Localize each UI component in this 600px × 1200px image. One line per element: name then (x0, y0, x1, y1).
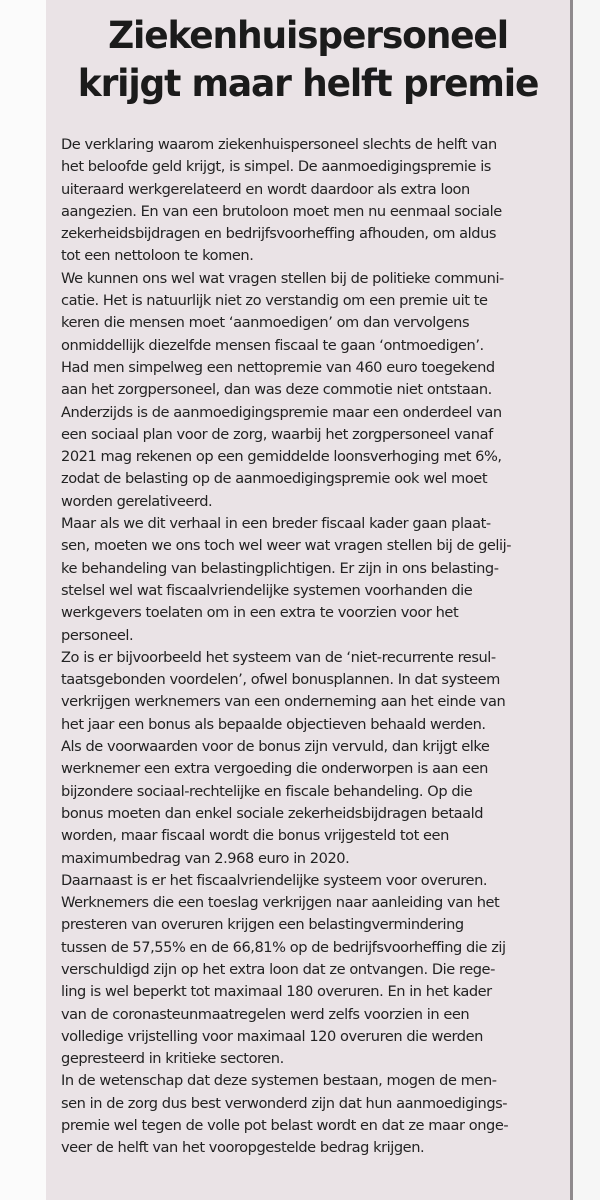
paragraph-line: presteren van overuren krijgen een belastingvermindering (61, 916, 464, 934)
paragraph-line: het jaar een bonus als bepaalde objectieven behaald werden. (61, 715, 486, 733)
paragraph-line: van de coronasteunmaatregelen werd zelfs voorzien in een (61, 1005, 470, 1023)
paragraph-line: tot een nettoloon te komen. (61, 247, 254, 265)
paragraph-line: zodat de belasting op de aanmoedigingspremie ook wel moet (61, 470, 488, 488)
paragraph-3 (61, 513, 565, 647)
paragraph-line: Daarnaast is er het fiscaalvriendelijke systeem voor overuren. (61, 871, 488, 889)
paragraph-line: Had men simpelweg een nettopremie van 460 euro toegekend (61, 358, 495, 376)
paragraph-line: verkrijgen werknemers van een onderneming aan het einde van (61, 693, 506, 711)
paragraph-line: keren die mensen moet ‘aanmoedigen’ om dan vervolgens (61, 314, 470, 332)
paragraph-line: een sociaal plan voor de zorg, waarbij het zorgpersoneel vanaf (61, 425, 493, 443)
paragraph-line: uiteraard werkgerelateerd en wordt daardoor als extra loon (61, 180, 470, 198)
paragraph-line: Zo is er bijvoorbeeld het systeem van de ‘niet-recurrente resul- (61, 648, 496, 666)
paragraph-line: personeel. (61, 626, 134, 644)
paragraph-2 (61, 268, 565, 513)
left-page-margin (0, 0, 46, 1200)
paragraph-line: Maar als we dit verhaal in een breder fiscaal kader gaan plaat- (61, 515, 491, 533)
paragraph-line: volledige vrijstelling voor maximaal 120 overuren die werden (61, 1027, 483, 1045)
paragraph-line: werkgevers toelaten om in een extra te voorzien voor het (61, 604, 459, 622)
paragraph-line: taatsgebonden voordelen’, ofwel bonusplannen. In dat systeem (61, 671, 500, 689)
paragraph-1 (61, 134, 565, 268)
paragraph-line: ling is wel beperkt tot maximaal 180 overuren. En in het kader (61, 983, 492, 1001)
paragraph-line: bonus moeten dan enkel sociale zekerheidsbijdragen betaald (61, 804, 484, 822)
headline-line-1: Ziekenhuispersoneel (108, 14, 508, 57)
paragraph-line: bijzondere sociaal-rechtelijke en fiscale behandeling. Op die (61, 782, 473, 800)
paragraph-line: 2021 mag rekenen op een gemiddelde loonsverhoging met 6%, (61, 448, 502, 466)
paragraph-line: stelsel wel wat fiscaalvriendelijke systemen voorhanden die (61, 581, 473, 599)
paragraph-line: ke behandeling van belastingplichtigen. Er zijn in ons belasting- (61, 559, 499, 577)
paragraph-line: tussen de 57,55% en de 66,81% op de bedrijfsvoorheffing die zij (61, 938, 506, 956)
paragraph-line: aangezien. En van een brutoloon moet men nu eenmaal sociale (61, 202, 502, 220)
paragraph-line: Anderzijds is de aanmoedigingspremie maar een onderdeel van (61, 403, 502, 421)
paragraph-line: We kunnen ons wel wat vragen stellen bij de politieke communi- (61, 269, 504, 287)
paragraph-line: sen in de zorg dus best verwonderd zijn dat hun aanmoedigings- (61, 1094, 508, 1112)
paragraph-5 (61, 870, 565, 1071)
headline-line-2: krijgt maar helft premie (77, 62, 539, 105)
paragraph-line: Werknemers die een toeslag verkrijgen naar aanleiding van het (61, 894, 500, 912)
paragraph-line: aan het zorgpersoneel, dan was deze commotie niet ontstaan. (61, 381, 492, 399)
paragraph-line: premie wel tegen de volle pot belast wordt en dat ze maar onge- (61, 1117, 509, 1135)
paragraph-line: werknemer een extra vergoeding die onderworpen is aan een (61, 760, 488, 778)
paragraph-line: zekerheidsbijdragen en bedrijfsvoorheffing afhouden, om aldus (61, 225, 497, 243)
article-body (61, 134, 565, 1160)
paragraph-line: Als de voorwaarden voor de bonus zijn vervuld, dan krijgt elke (61, 738, 490, 756)
paragraph-4 (61, 647, 565, 870)
headline (46, 12, 570, 108)
paragraph-line: onmiddellijk diezelfde mensen fiscaal te gaan ‘ontmoedigen’. (61, 336, 484, 354)
paragraph-line: gepresteerd in kritieke sectoren. (61, 1050, 284, 1068)
paragraph-6 (61, 1070, 565, 1159)
paragraph-line: worden gerelativeerd. (61, 492, 213, 510)
paragraph-line: De verklaring waarom ziekenhuispersoneel slechts de helft van (61, 136, 497, 153)
paragraph-line: In de wetenschap dat deze systemen bestaan, mogen de men- (61, 1072, 497, 1090)
paragraph-line: veer de helft van het vooropgestelde bedrag krijgen. (61, 1139, 425, 1157)
paragraph-line: maximumbedrag van 2.968 euro in 2020. (61, 849, 350, 867)
right-page-margin (573, 0, 600, 1200)
paragraph-line: catie. Het is natuurlijk niet zo verstandig om een premie uit te (61, 292, 488, 310)
paragraph-line: verschuldigd zijn op het extra loon dat ze ontvangen. Die rege- (61, 960, 495, 978)
paragraph-line: het beloofde geld krijgt, is simpel. De aanmoedigingspremie is (61, 158, 491, 176)
paragraph-line: sen, moeten we ons toch wel weer wat vragen stellen bij de gelij- (61, 537, 512, 555)
paragraph-line: worden, maar fiscaal wordt die bonus vrijgesteld tot een (61, 827, 449, 845)
